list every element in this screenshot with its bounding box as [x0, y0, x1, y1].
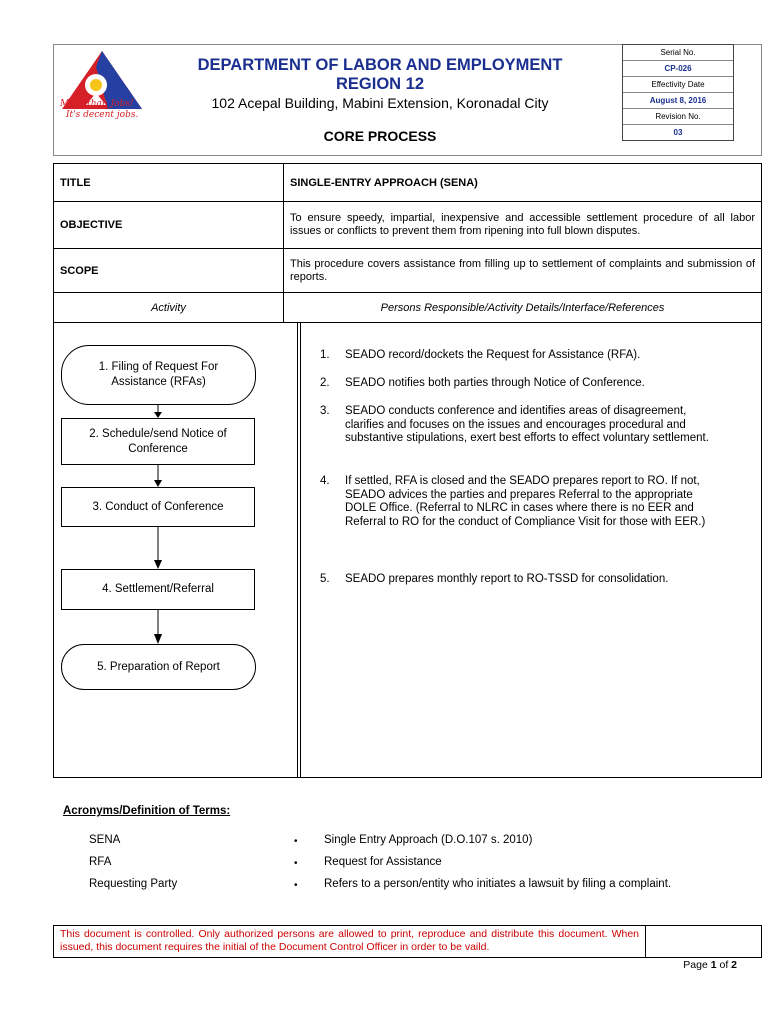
step-text: If settled, RFA is closed and the SEADO prepares report to RO. If not, SEADO advices the parties and prepares Referral to the appropriate DOLE Office. (Referral to NLRC in cases where there is no EER and Referral to RO for the conduct of Compliance Visit for those with EER.) [345, 475, 706, 528]
step-text: SEADO conducts conference and identifies areas of disagreement, clarifies and focuses on the issues and encourages procedural and substantive stipulations, exert best efforts to effect voluntary settlement. [345, 405, 709, 444]
col-persons: Persons Responsible/Activity Details/Interface/References [284, 293, 762, 323]
arrow-3 [154, 527, 162, 569]
objective-value: To ensure speedy, impartial, inexpensive and accessible settlement procedure of all labor issues or conflicts to prevent them from ripening into full blown disputes. [284, 202, 762, 249]
revision-value: 03 [673, 128, 683, 137]
flow-step-4: 4. Settlement/Referral [61, 569, 255, 610]
effectivity-label: Effectivity Date [623, 77, 733, 93]
bullet-icon: • [294, 880, 298, 891]
initial-box [646, 925, 762, 958]
bullet-icon: • [294, 858, 298, 869]
page-mid: of [716, 959, 732, 971]
step-num: 1. [320, 349, 330, 361]
control-notice: This document is controlled. Only authorized persons are allowed to print, reproduce and distribute this document. When issued, this document requires the initial of the Document Control Officer in order to be vaild. [53, 925, 646, 958]
term-sena: SENA [89, 834, 121, 846]
meta-box [622, 44, 734, 141]
effectivity-value: August 8, 2016 [623, 93, 733, 109]
arrow-1 [154, 405, 162, 418]
acronyms-title: Acronyms/Definition of Terms: [63, 805, 231, 817]
logo-tagline-1: More than Jobs! [60, 99, 134, 109]
activity-divider [297, 322, 298, 778]
table-row [54, 202, 762, 249]
serial-value: CP-026 [623, 61, 733, 77]
doc-type: CORE PROCESS [323, 128, 437, 144]
logo-tagline-2: It's decent jobs. [66, 110, 139, 120]
page-prefix: Page [683, 959, 711, 971]
flow-step-1: 1. Filing of Request For Assistance (RFAs) [61, 345, 256, 405]
arrow-4 [154, 610, 162, 644]
def-sena: Single Entry Approach (D.O.107 s. 2010) [324, 834, 533, 846]
term-rfa: RFA [89, 856, 112, 868]
table-row [54, 249, 762, 293]
flow-step-2: 2. Schedule/send Notice of Conference [61, 418, 255, 465]
title-label: TITLE [54, 164, 284, 202]
step-num: 2. [320, 377, 330, 389]
activity-divider-2 [300, 322, 301, 778]
bullet-icon: • [294, 836, 298, 847]
table-row [54, 164, 762, 202]
page-number [683, 959, 737, 971]
flow-step-5: 5. Preparation of Report [61, 644, 256, 690]
step-text: SEADO record/dockets the Request for Assistance (RFA). [345, 349, 641, 361]
scope-label: SCOPE [54, 249, 284, 293]
flow-arrows [150, 400, 170, 650]
table-row [54, 293, 762, 323]
page-total: 2 [731, 959, 737, 971]
title-value: SINGLE-ENTRY APPROACH (SENA) [284, 164, 762, 202]
scope-value: This procedure covers assistance from filling up to settlement of complaints and submission of reports. [284, 249, 762, 293]
step-num: 5. [320, 573, 330, 585]
term-requesting-party: Requesting Party [89, 878, 178, 890]
page-current: 1 [710, 959, 717, 971]
arrow-2 [154, 465, 162, 487]
col-activity: Activity [54, 293, 284, 323]
step-text: SEADO notifies both parties through Notice of Conference. [345, 377, 645, 389]
objective-label: OBJECTIVE [54, 202, 284, 249]
def-requesting-party: Refers to a person/entity who initiates a lawsuit by filing a complaint. [324, 878, 672, 890]
address: 102 Acepal Building, Mabini Extension, Koronadal City [211, 95, 549, 111]
step-num: 4. [320, 475, 330, 487]
flow-step-3: 3. Conduct of Conference [61, 487, 255, 527]
dept-title: DEPARTMENT OF LABOR AND EMPLOYMENT [197, 56, 563, 74]
step-num: 3. [320, 405, 330, 417]
revision-label: Revision No. [623, 109, 733, 125]
serial-label: Serial No. [623, 45, 733, 61]
step-text: SEADO prepares monthly report to RO-TSSD for consolidation. [345, 573, 669, 585]
def-rfa: Request for Assistance [324, 856, 442, 868]
process-table [53, 163, 762, 323]
region-title: REGION 12 [335, 75, 425, 93]
